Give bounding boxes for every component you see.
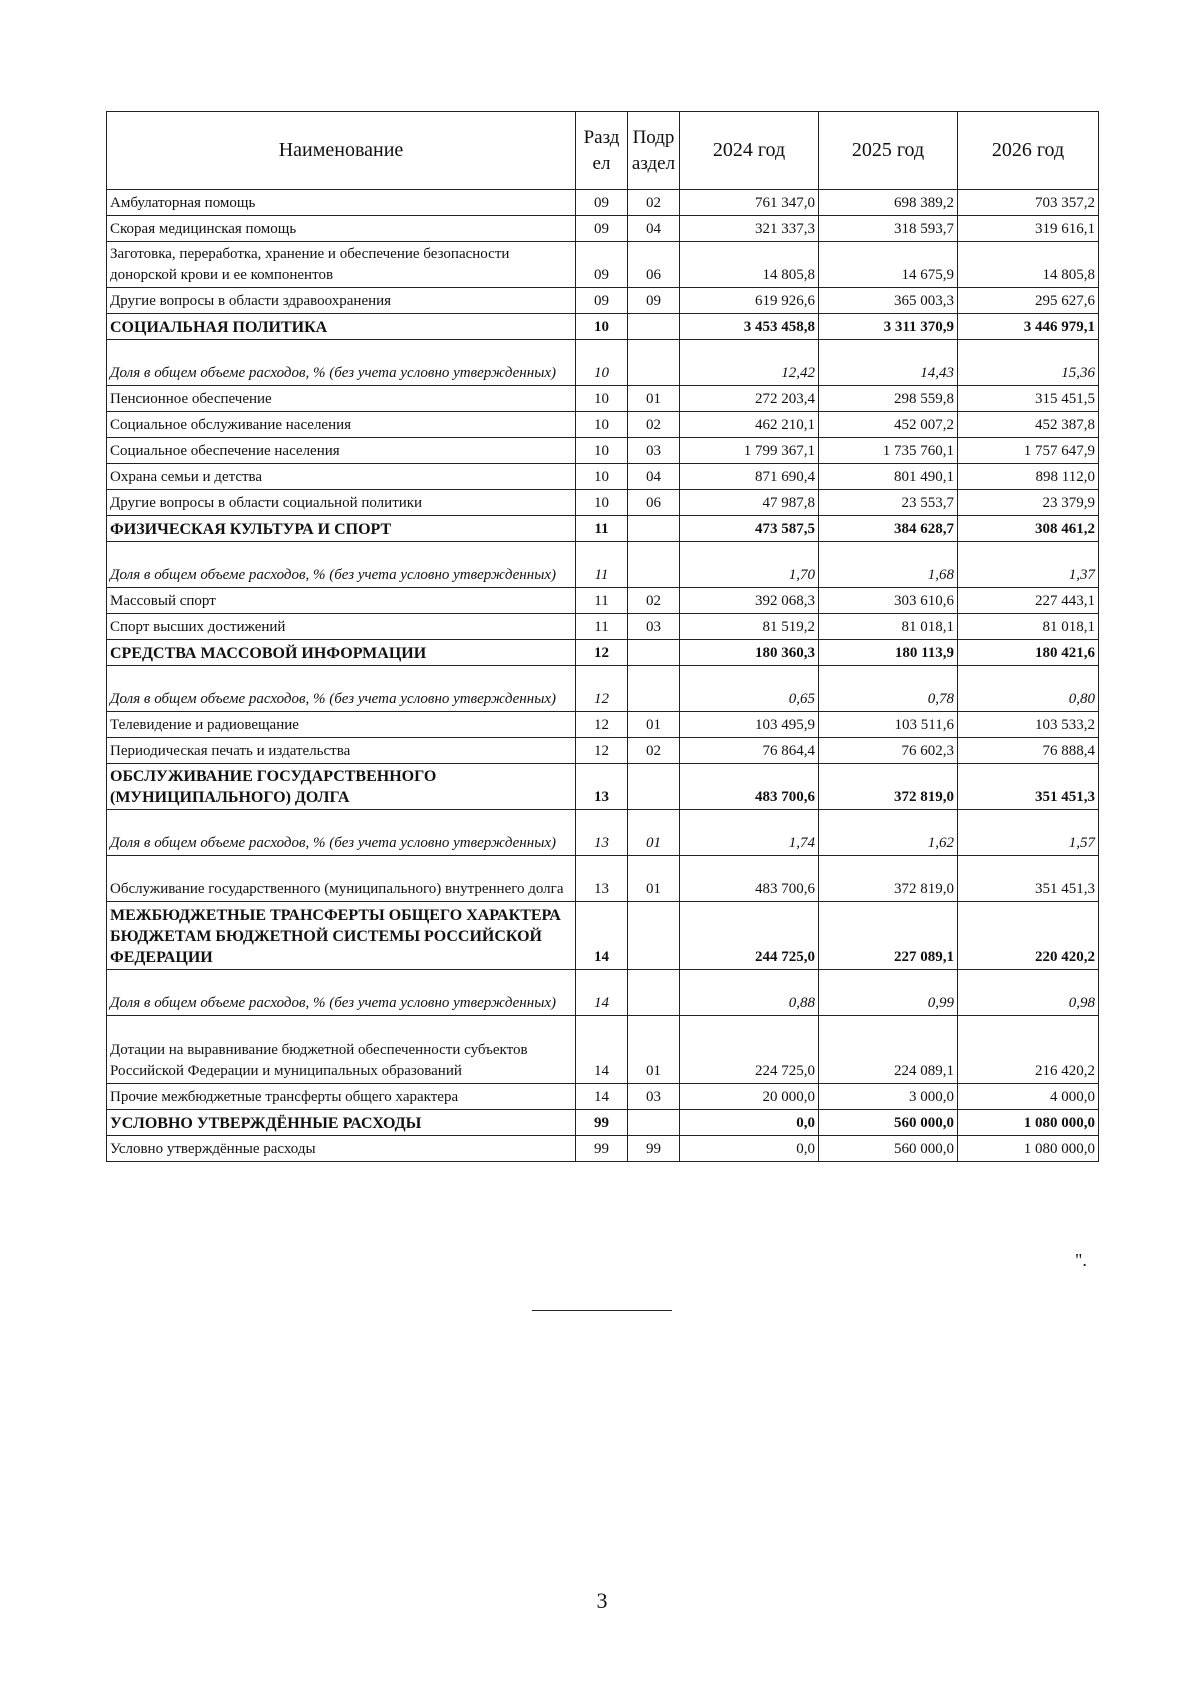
- cell-subsection: 02: [628, 190, 680, 216]
- cell-2025: 372 819,0: [819, 856, 958, 902]
- cell-name: Дотации на выравнивание бюджетной обеспеченности субъектов Российской Федерации и муниципальных образований: [107, 1016, 576, 1084]
- table-row: [107, 1136, 1099, 1162]
- cell-name: СОЦИАЛЬНАЯ ПОЛИТИКА: [107, 314, 576, 340]
- cell-subsection: 03: [628, 438, 680, 464]
- cell-2024: 871 690,4: [680, 464, 819, 490]
- cell-2024: 103 495,9: [680, 712, 819, 738]
- cell-2024: 483 700,6: [680, 856, 819, 902]
- cell-name: Скорая медицинская помощь: [107, 216, 576, 242]
- cell-2025: 318 593,7: [819, 216, 958, 242]
- cell-2026: 1 080 000,0: [958, 1136, 1099, 1162]
- cell-subsection: [628, 970, 680, 1016]
- cell-section: 13: [576, 856, 628, 902]
- table-row: [107, 438, 1099, 464]
- cell-subsection: 03: [628, 1084, 680, 1110]
- cell-section: 09: [576, 216, 628, 242]
- table-section-row: [107, 314, 1099, 340]
- cell-2025: 560 000,0: [819, 1136, 958, 1162]
- cell-2024: 244 725,0: [680, 902, 819, 970]
- cell-name: Телевидение и радиовещание: [107, 712, 576, 738]
- cell-2026: 351 451,3: [958, 764, 1099, 810]
- cell-2026: 4 000,0: [958, 1084, 1099, 1110]
- cell-2026: 315 451,5: [958, 386, 1099, 412]
- cell-subsection: 06: [628, 490, 680, 516]
- table-row: [107, 490, 1099, 516]
- cell-2025: 3 311 370,9: [819, 314, 958, 340]
- cell-name: Доля в общем объеме расходов, % (без учета условно утвержденных): [107, 970, 576, 1016]
- cell-section: 10: [576, 340, 628, 386]
- table-row: [107, 386, 1099, 412]
- cell-2026: 295 627,6: [958, 288, 1099, 314]
- cell-subsection: 01: [628, 386, 680, 412]
- cell-2026: 81 018,1: [958, 614, 1099, 640]
- cell-name: Доля в общем объеме расходов, % (без учета условно утвержденных): [107, 340, 576, 386]
- cell-2026: 1 757 647,9: [958, 438, 1099, 464]
- cell-2024: 12,42: [680, 340, 819, 386]
- cell-subsection: [628, 1110, 680, 1136]
- cell-2025: 14 675,9: [819, 242, 958, 288]
- table-section-row: [107, 902, 1099, 970]
- table-body: [107, 190, 1099, 1162]
- cell-2026: 180 421,6: [958, 640, 1099, 666]
- cell-2025: 801 490,1: [819, 464, 958, 490]
- table-share-row: [107, 340, 1099, 386]
- cell-2024: 180 360,3: [680, 640, 819, 666]
- table-section-row: [107, 764, 1099, 810]
- header-subsection: Подр аздел: [628, 112, 680, 190]
- cell-section: 10: [576, 386, 628, 412]
- cell-2026: 23 379,9: [958, 490, 1099, 516]
- cell-name: Массовый спорт: [107, 588, 576, 614]
- cell-section: 14: [576, 970, 628, 1016]
- cell-subsection: 09: [628, 288, 680, 314]
- cell-2024: 483 700,6: [680, 764, 819, 810]
- page-number: 3: [596, 1588, 608, 1613]
- cell-2026: 898 112,0: [958, 464, 1099, 490]
- cell-2024: 76 864,4: [680, 738, 819, 764]
- cell-2025: 3 000,0: [819, 1084, 958, 1110]
- cell-2025: 103 511,6: [819, 712, 958, 738]
- cell-section: 11: [576, 542, 628, 588]
- header-name: Наименование: [107, 112, 576, 190]
- cell-2025: 1,68: [819, 542, 958, 588]
- table-row: [107, 712, 1099, 738]
- cell-name: Условно утверждённые расходы: [107, 1136, 576, 1162]
- cell-2024: 272 203,4: [680, 386, 819, 412]
- cell-2026: 0,98: [958, 970, 1099, 1016]
- cell-name: УСЛОВНО УТВЕРЖДЁННЫЕ РАСХОДЫ: [107, 1110, 576, 1136]
- cell-name: Социальное обеспечение населения: [107, 438, 576, 464]
- cell-name: ОБСЛУЖИВАНИЕ ГОСУДАРСТВЕННОГО (МУНИЦИПАЛЬНОГО) ДОЛГА: [107, 764, 576, 810]
- cell-2026: 319 616,1: [958, 216, 1099, 242]
- cell-subsection: [628, 340, 680, 386]
- cell-2026: 1,37: [958, 542, 1099, 588]
- cell-2025: 384 628,7: [819, 516, 958, 542]
- cell-section: 13: [576, 810, 628, 856]
- table-row: [107, 738, 1099, 764]
- table-share-row: [107, 542, 1099, 588]
- cell-section: 10: [576, 412, 628, 438]
- cell-name: ФИЗИЧЕСКАЯ КУЛЬТУРА И СПОРТ: [107, 516, 576, 542]
- table-section-row: [107, 516, 1099, 542]
- cell-section: 09: [576, 288, 628, 314]
- cell-2025: 698 389,2: [819, 190, 958, 216]
- cell-subsection: 02: [628, 412, 680, 438]
- cell-subsection: [628, 640, 680, 666]
- cell-section: 14: [576, 1084, 628, 1110]
- cell-name: Доля в общем объеме расходов, % (без учета условно утвержденных): [107, 666, 576, 712]
- cell-name: Доля в общем объеме расходов, % (без учета условно утвержденных): [107, 542, 576, 588]
- cell-2024: 761 347,0: [680, 190, 819, 216]
- cell-2026: 14 805,8: [958, 242, 1099, 288]
- cell-subsection: [628, 764, 680, 810]
- cell-2025: 81 018,1: [819, 614, 958, 640]
- table-share-row: [107, 810, 1099, 856]
- cell-2025: 303 610,6: [819, 588, 958, 614]
- cell-name: Другие вопросы в области здравоохранения: [107, 288, 576, 314]
- cell-2025: 1,62: [819, 810, 958, 856]
- cell-2025: 0,99: [819, 970, 958, 1016]
- cell-section: 14: [576, 1016, 628, 1084]
- table-row: [107, 1016, 1099, 1084]
- table-row: [107, 856, 1099, 902]
- cell-2024: 462 210,1: [680, 412, 819, 438]
- cell-name: МЕЖБЮДЖЕТНЫЕ ТРАНСФЕРТЫ ОБЩЕГО ХАРАКТЕРА БЮДЖЕТАМ БЮДЖЕТНОЙ СИСТЕМЫ РОССИЙСКОЙ ФЕДЕРАЦИИ: [107, 902, 576, 970]
- cell-name: Спорт высших достижений: [107, 614, 576, 640]
- cell-name: Доля в общем объеме расходов, % (без учета условно утвержденных): [107, 810, 576, 856]
- budget-table: [106, 111, 1099, 1162]
- cell-section: 10: [576, 314, 628, 340]
- cell-name: Обслуживание государственного (муниципального) внутреннего долга: [107, 856, 576, 902]
- cell-section: 12: [576, 640, 628, 666]
- cell-2024: 392 068,3: [680, 588, 819, 614]
- divider-line: [532, 1310, 672, 1311]
- cell-2026: 452 387,8: [958, 412, 1099, 438]
- cell-section: 14: [576, 902, 628, 970]
- cell-section: 99: [576, 1110, 628, 1136]
- cell-subsection: [628, 516, 680, 542]
- cell-name: Периодическая печать и издательства: [107, 738, 576, 764]
- cell-2025: 227 089,1: [819, 902, 958, 970]
- cell-2026: 1 080 000,0: [958, 1110, 1099, 1136]
- cell-section: 99: [576, 1136, 628, 1162]
- table-row: [107, 588, 1099, 614]
- cell-section: 12: [576, 666, 628, 712]
- table-row: [107, 614, 1099, 640]
- cell-2025: 180 113,9: [819, 640, 958, 666]
- cell-subsection: 04: [628, 464, 680, 490]
- cell-2024: 1,70: [680, 542, 819, 588]
- cell-2024: 1 799 367,1: [680, 438, 819, 464]
- cell-2025: 560 000,0: [819, 1110, 958, 1136]
- table-row: [107, 190, 1099, 216]
- cell-2026: 351 451,3: [958, 856, 1099, 902]
- cell-subsection: [628, 902, 680, 970]
- cell-name: Прочие межбюджетные трансферты общего характера: [107, 1084, 576, 1110]
- cell-2024: 0,65: [680, 666, 819, 712]
- cell-section: 11: [576, 516, 628, 542]
- cell-subsection: 01: [628, 712, 680, 738]
- cell-2026: 76 888,4: [958, 738, 1099, 764]
- table-section-row: [107, 1110, 1099, 1136]
- cell-2024: 14 805,8: [680, 242, 819, 288]
- table-row: [107, 1084, 1099, 1110]
- cell-2025: 365 003,3: [819, 288, 958, 314]
- table-section-row: [107, 640, 1099, 666]
- table-row: [107, 464, 1099, 490]
- cell-subsection: 01: [628, 810, 680, 856]
- cell-2024: 1,74: [680, 810, 819, 856]
- table-row: [107, 242, 1099, 288]
- cell-2026: 15,36: [958, 340, 1099, 386]
- cell-subsection: 01: [628, 1016, 680, 1084]
- cell-subsection: [628, 542, 680, 588]
- cell-section: 10: [576, 464, 628, 490]
- cell-2026: 216 420,2: [958, 1016, 1099, 1084]
- cell-2026: 308 461,2: [958, 516, 1099, 542]
- table-row: [107, 288, 1099, 314]
- closing-quote: ".: [1075, 1250, 1087, 1270]
- cell-section: 12: [576, 738, 628, 764]
- cell-section: 11: [576, 588, 628, 614]
- cell-2025: 23 553,7: [819, 490, 958, 516]
- cell-2024: 321 337,3: [680, 216, 819, 242]
- cell-2026: 220 420,2: [958, 902, 1099, 970]
- cell-section: 13: [576, 764, 628, 810]
- cell-2025: 14,43: [819, 340, 958, 386]
- cell-name: Охрана семьи и детства: [107, 464, 576, 490]
- cell-subsection: 02: [628, 738, 680, 764]
- cell-name: СРЕДСТВА МАССОВОЙ ИНФОРМАЦИИ: [107, 640, 576, 666]
- table-share-row: [107, 666, 1099, 712]
- cell-2025: 76 602,3: [819, 738, 958, 764]
- cell-2024: 224 725,0: [680, 1016, 819, 1084]
- cell-section: 10: [576, 490, 628, 516]
- cell-name: Амбулаторная помощь: [107, 190, 576, 216]
- cell-2024: 0,0: [680, 1136, 819, 1162]
- cell-subsection: 02: [628, 588, 680, 614]
- cell-2025: 372 819,0: [819, 764, 958, 810]
- cell-2026: 703 357,2: [958, 190, 1099, 216]
- cell-subsection: 04: [628, 216, 680, 242]
- cell-name: Социальное обслуживание населения: [107, 412, 576, 438]
- cell-section: 09: [576, 190, 628, 216]
- cell-2026: 227 443,1: [958, 588, 1099, 614]
- cell-2024: 3 453 458,8: [680, 314, 819, 340]
- cell-subsection: 01: [628, 856, 680, 902]
- cell-2025: 1 735 760,1: [819, 438, 958, 464]
- header-2026: 2026 год: [958, 112, 1099, 190]
- cell-section: 09: [576, 242, 628, 288]
- cell-2025: 0,78: [819, 666, 958, 712]
- cell-2024: 20 000,0: [680, 1084, 819, 1110]
- cell-2025: 224 089,1: [819, 1016, 958, 1084]
- cell-subsection: [628, 314, 680, 340]
- cell-2024: 0,0: [680, 1110, 819, 1136]
- cell-section: 10: [576, 438, 628, 464]
- cell-2026: 3 446 979,1: [958, 314, 1099, 340]
- cell-subsection: 06: [628, 242, 680, 288]
- table-row: [107, 216, 1099, 242]
- cell-subsection: 99: [628, 1136, 680, 1162]
- cell-2026: 0,80: [958, 666, 1099, 712]
- cell-name: Другие вопросы в области социальной политики: [107, 490, 576, 516]
- cell-2024: 619 926,6: [680, 288, 819, 314]
- table-row: [107, 412, 1099, 438]
- cell-2024: 81 519,2: [680, 614, 819, 640]
- cell-subsection: 03: [628, 614, 680, 640]
- cell-name: Пенсионное обеспечение: [107, 386, 576, 412]
- header-2024: 2024 год: [680, 112, 819, 190]
- cell-2025: 298 559,8: [819, 386, 958, 412]
- cell-subsection: [628, 666, 680, 712]
- cell-2025: 452 007,2: [819, 412, 958, 438]
- header-section: Разд ел: [576, 112, 628, 190]
- cell-2024: 0,88: [680, 970, 819, 1016]
- cell-name: Заготовка, переработка, хранение и обеспечение безопасности донорской крови и ее компонентов: [107, 242, 576, 288]
- table-share-row: [107, 970, 1099, 1016]
- cell-section: 11: [576, 614, 628, 640]
- cell-2026: 103 533,2: [958, 712, 1099, 738]
- header-2025: 2025 год: [819, 112, 958, 190]
- cell-2026: 1,57: [958, 810, 1099, 856]
- cell-2024: 47 987,8: [680, 490, 819, 516]
- table-header-row: [107, 112, 1099, 190]
- cell-2024: 473 587,5: [680, 516, 819, 542]
- cell-section: 12: [576, 712, 628, 738]
